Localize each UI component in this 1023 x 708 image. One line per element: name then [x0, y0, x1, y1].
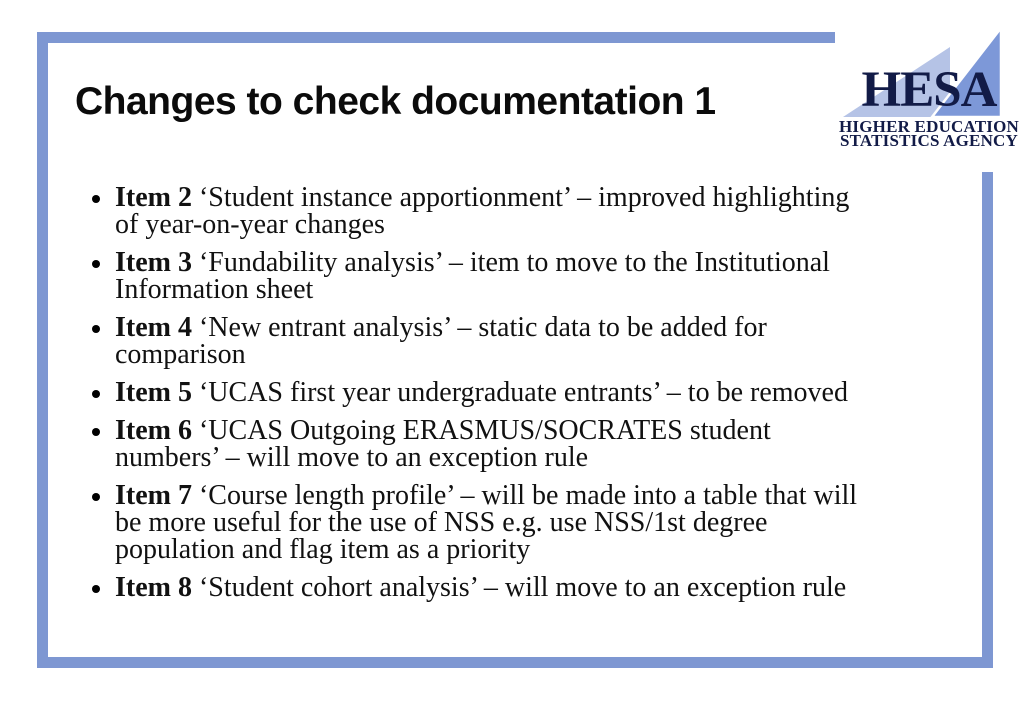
logo-name-line1: HIGHER EDUCATION [839, 117, 1019, 136]
item-line: Item 8 ‘Student cohort analysis’ – will move to an exception rule [115, 572, 847, 603]
list-item [90, 379, 962, 406]
list-item [90, 184, 962, 238]
item-text [115, 379, 962, 406]
item-label: Item 4 [115, 312, 192, 343]
bullet-icon [92, 493, 100, 501]
item-text [115, 249, 962, 303]
item-text [115, 417, 962, 471]
bullet-icon [92, 260, 100, 268]
item-line: Item 6 ‘UCAS Outgoing ERASMUS/SOCRATES student [115, 415, 771, 446]
item-label: Item 5 [115, 377, 192, 408]
bullet-icon [92, 195, 100, 203]
item-line: of year-on-year changes [115, 209, 385, 240]
slide-title: Changes to check documentation 1 [75, 80, 716, 123]
list-item [90, 314, 962, 368]
item-line: Item 5 ‘UCAS first year undergraduate entrants’ – to be removed [115, 377, 848, 408]
logo-name-line2: STATISTICS AGENCY [839, 131, 1019, 150]
bullet-list [90, 184, 962, 601]
item-label: Item 6 [115, 415, 192, 446]
item-label: Item 2 [115, 182, 192, 213]
list-item [90, 417, 962, 471]
item-label: Item 7 [115, 480, 192, 511]
logo-name [835, 117, 1023, 150]
bullet-icon [92, 428, 100, 436]
item-line: Item 7 ‘Course length profile’ – will be made into a table that will [115, 480, 858, 511]
list-item [90, 574, 962, 601]
item-text [115, 574, 962, 601]
item-line: Information sheet [115, 274, 314, 305]
item-label: Item 8 [115, 572, 192, 603]
bullet-icon [92, 390, 100, 398]
item-label: Item 3 [115, 247, 192, 278]
item-line: comparison [115, 339, 246, 370]
bullet-icon [92, 585, 100, 593]
item-line: Item 2 ‘Student instance apportionment’ – improved highlighting [115, 182, 850, 213]
item-line: population and flag item as a priority [115, 534, 531, 565]
list-item [90, 249, 962, 303]
item-line: Item 4 ‘New entrant analysis’ – static data to be added for [115, 312, 767, 343]
logo-acronym: HESA [861, 62, 997, 118]
list-item [90, 482, 962, 563]
hesa-logo [835, 0, 1023, 172]
item-text [115, 482, 962, 563]
item-text [115, 314, 962, 368]
item-line: numbers’ – will move to an exception rule [115, 442, 589, 473]
item-line: Item 3 ‘Fundability analysis’ – item to move to the Institutional [115, 247, 830, 278]
item-line: be more useful for the use of NSS e.g. use NSS/1st degree [115, 507, 768, 538]
item-text [115, 184, 962, 238]
bullet-icon [92, 325, 100, 333]
